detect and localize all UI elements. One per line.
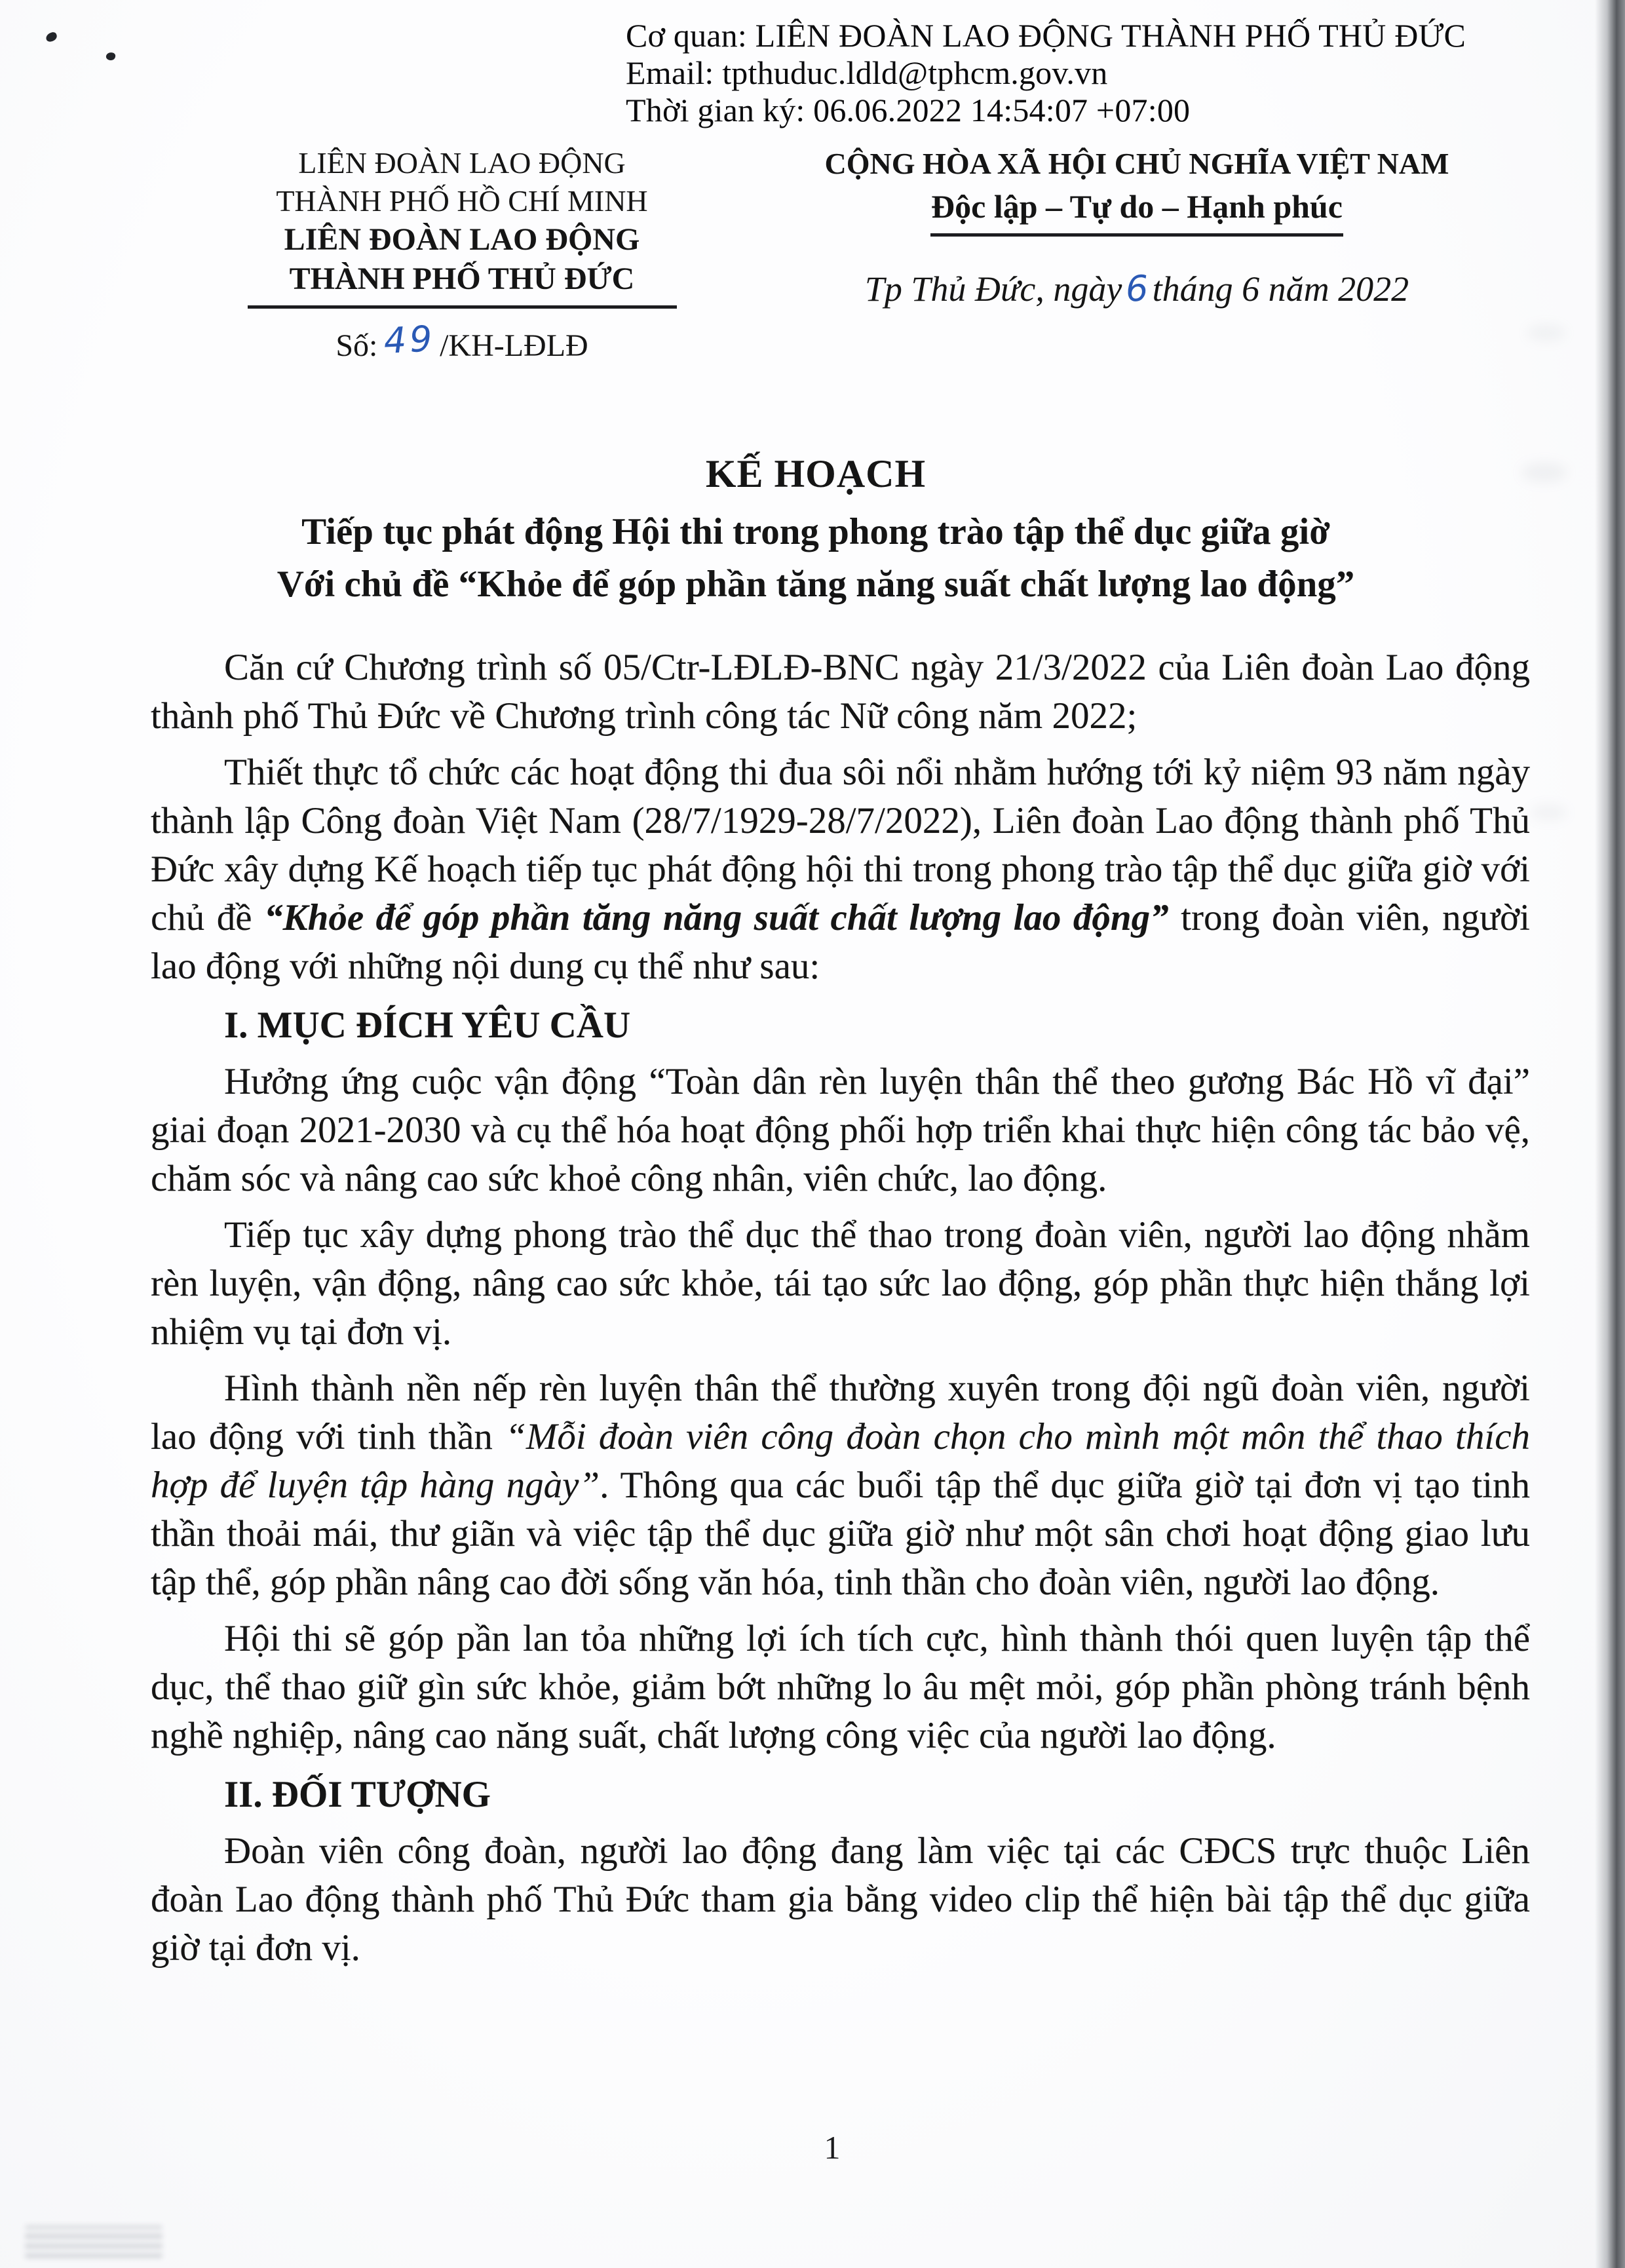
- parent-org-name-line1: LIÊN ĐOÀN LAO ĐỘNG: [298, 146, 626, 180]
- document-number-suffix: /KH-LĐLĐ: [440, 328, 588, 363]
- paragraph-text: trong đoàn viên, người lao động với những nội dung cụ thể như sau:: [151, 897, 1530, 987]
- section-heading-2: II. ĐỐI TƯỢNG: [224, 1774, 491, 1815]
- stamp-email-line: Email: tpthuduc.ldld@tphcm.gov.vn: [626, 54, 1108, 91]
- document-body: [151, 644, 1530, 1980]
- national-header-block: [780, 144, 1494, 309]
- bleed-through-mark: [1527, 324, 1566, 341]
- stamp-org-line: Cơ quan: LIÊN ĐOÀN LAO ĐỘNG THÀNH PHỐ THỦ ĐỨC: [626, 17, 1466, 54]
- paragraph-participants: Đoàn viên công đoàn, người lao động đang làm việc tại các CĐCS trực thuộc Liên đoàn Lao động thành phố Thủ Đức tham gia bằng video clip thể hiện bài tập thể dục giữa giờ tại đơn vị.: [151, 1830, 1530, 1969]
- issuing-org-block: [223, 144, 701, 364]
- stamp-signed-time-line: Thời gian ký: 06.06.2022 14:54:07 +07:00: [626, 92, 1191, 128]
- date-day-handwritten: 6: [1125, 267, 1149, 310]
- document-subtitle-line2: Với chủ đề “Khỏe để góp phần tăng năng suất chất lượng lao động”: [277, 564, 1355, 605]
- document-number-line: [223, 317, 701, 364]
- ink-dot: [45, 31, 58, 43]
- document-subtitle-line1: Tiếp tục phát động Hội thi trong phong trào tập thể dục giữa giờ: [301, 511, 1330, 552]
- paragraph-text: . Thông qua các buổi tập thể dục giữa giờ tại đơn vị tạo tinh thần thoải mái, thư giãn và việc tập thể dục giữa giờ như một sân chơi hoạt động giao lưu tập thể, góp phần nâng cao đời sống văn hóa, tinh thần cho đoàn viên, người lao động.: [151, 1465, 1530, 1603]
- scan-edge-shadow: [1595, 0, 1625, 2268]
- paragraph-text: Hình thành nền nếp rèn luyện thân thể thường xuyên trong đội ngũ đoàn viên, người lao động với tinh thần: [151, 1368, 1530, 1457]
- paragraph-text: Thiết thực tổ chức các hoạt động thi đua sôi nổi nhằm hướng tới kỷ niệm 93 năm ngày thành lập Công đoàn Việt Nam (28/7/1929-28/7/2022), Liên đoàn Lao động thành phố Thủ Đức xây dựng Kế hoạch tiếp tục phát động hội thi trong phong trào tập thể dục giữa giờ với chủ đề: [151, 752, 1530, 938]
- digital-signature-stamp: [626, 17, 1466, 129]
- paragraph-campaign: Hưởng ứng cuộc vận động “Toàn dân rèn luyện thân thể theo gương Bác Hồ vĩ đại” giai đoạn 2021-2030 và cụ thể hóa hoạt động phối hợp triển khai thực hiện công tác bảo vệ, chăm sóc và nâng cao sức khoẻ công nhân, viên chức, lao động.: [151, 1061, 1530, 1199]
- page-number: 1: [824, 2129, 841, 2166]
- document-type-heading: KẾ HOẠCH: [705, 452, 927, 495]
- document-title-block: [92, 451, 1540, 611]
- ink-dot: [105, 52, 116, 61]
- date-prefix: Tp Thủ Đức, ngày: [864, 269, 1122, 309]
- motto-underline: [930, 233, 1343, 237]
- national-motto: Độc lập – Tự do – Hạnh phúc: [931, 188, 1343, 225]
- paragraph-basis: Căn cứ Chương trình số 05/Ctr-LĐLĐ-BNC ngày 21/3/2022 của Liên đoàn Lao động thành phố Thủ Đức về Chương trình công tác Nữ công năm 2022;: [151, 647, 1530, 737]
- paragraph-benefits: Hội thi sẽ góp pần lan tỏa những lợi ích tích cực, hình thành thói quen luyện tập thể dục, thể thao giữ gìn sức khỏe, giảm bớt những lo âu mệt mỏi, góp phần phòng tránh bệnh nghề nghiệp, nâng cao năng suất, chất lượng công việc của người lao động.: [151, 1618, 1530, 1756]
- org-name-line1: LIÊN ĐOÀN LAO ĐỘNG: [284, 222, 640, 257]
- national-title: CỘNG HÒA XÃ HỘI CHỦ NGHĨA VIỆT NAM: [824, 147, 1449, 180]
- scan-smudge: [25, 2225, 162, 2258]
- org-name-line2: THÀNH PHỐ THỦ ĐỨC: [289, 261, 635, 296]
- org-underline: [248, 305, 677, 309]
- paragraph-movement: Tiếp tục xây dựng phong trào thể dục thể thao trong đoàn viên, người lao động nhằm rèn luyện, vận động, nâng cao sức khỏe, tái tạo sức lao động, góp phần thực hiện thắng lợi nhiệm vụ tại đơn vị.: [151, 1214, 1530, 1353]
- slogan-quote: “Mỗi đoàn viên công đoàn chọn cho mình một môn thể thao thích hợp để luyện tập hàng ngày”: [151, 1416, 1530, 1506]
- theme-quote: “Khỏe để góp phần tăng năng suất chất lượng lao động”: [264, 897, 1169, 938]
- paragraph-purpose-intro: [151, 748, 1530, 991]
- date-suffix: tháng 6 năm 2022: [1152, 269, 1409, 309]
- paragraph-habit: [151, 1364, 1530, 1607]
- parent-org-name-line2: THÀNH PHỐ HỒ CHÍ MINH: [276, 184, 648, 218]
- bleed-through-mark: [1531, 805, 1567, 820]
- place-date-line: [780, 268, 1494, 309]
- section-heading-1: I. MỤC ĐÍCH YÊU CẦU: [224, 1005, 631, 1046]
- document-number-handwritten: 49: [383, 317, 437, 362]
- document-number-label: Số:: [335, 328, 378, 363]
